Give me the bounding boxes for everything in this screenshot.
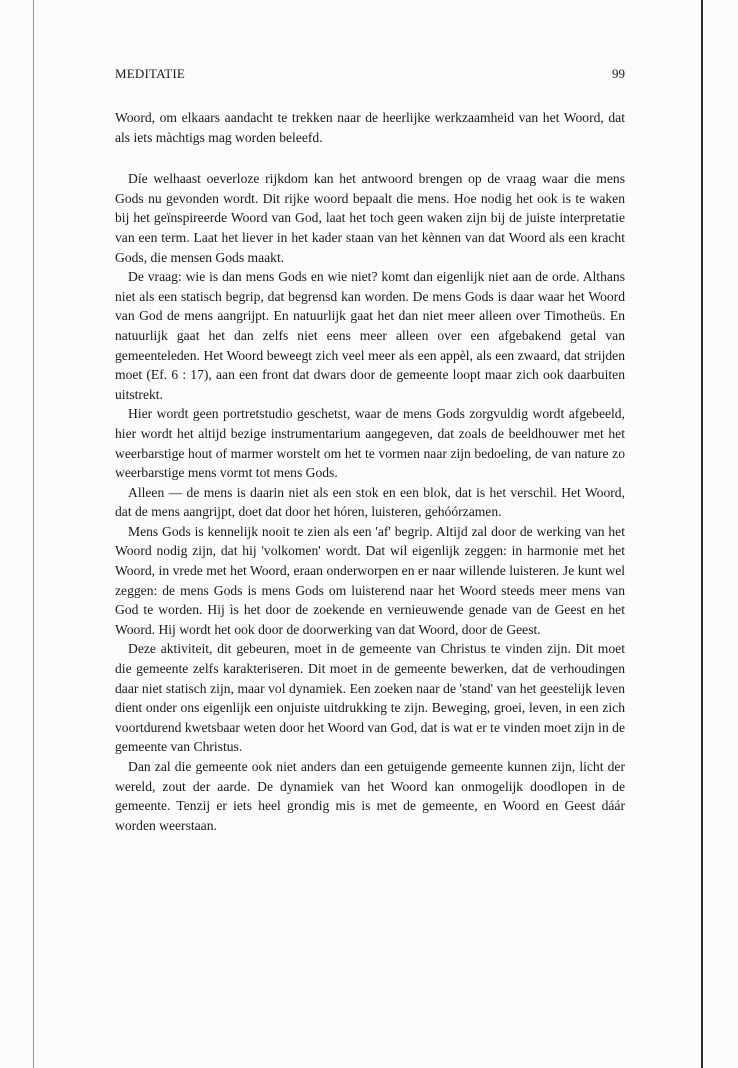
running-head: MEDITATIE — [115, 66, 186, 81]
page-header — [115, 66, 625, 86]
paragraph: Woord, om elkaars aandacht te trekken naar de heerlijke werkzaamheid van het Woord, dat als iets màchtigs mag worden beleefd. — [115, 110, 625, 145]
paragraph: Hier wordt geen portretstudio geschetst, waar de mens Gods zorgvuldig wordt afgebeeld, hier wordt het altijd bezige instrumentarium aangegeven, dat zoals de beeldhouwer met het weerbarstige hout of marmer worstelt om het te vormen naar zijn bedoeling, de van nature zo weerbarstige mens vormt tot mens Gods. — [115, 406, 625, 481]
paragraph: Alleen — de mens is daarin niet als een stok en een blok, dat is het verschil. Het Woord, dat de mens aangrijpt, doet dat door het hóren, luisteren, gehóórzamen. — [115, 484, 625, 520]
paragraph: Díe welhaast oeverloze rijkdom kan het antwoord brengen op de vraag waar die mens Gods nu gevonden wordt. Dit rijke woord bepaalt die mens. Hoe nodig het ook is te waken bij het geïnspireerde Woord van God, laat het toch geen waken zijn bij de juiste interpretatie van een term. Laat het liever in het kader staan van het kènnen van dat Woord als een kracht Gods, die mensen Gods maakt. — [115, 171, 625, 265]
page-edge-left — [33, 0, 34, 1068]
paragraph: Deze aktiviteit, dit gebeuren, moet in de gemeente van Christus te vinden zijn. Dit moet die gemeente zelfs karakteriseren. Dit moet in de gemeente bewerken, dat de verhoudingen daar niet statisch zijn, maar vol dynamiek. Een zoeken naar de 'stand' van het geestelijk leven dient onder ons eigenlijk een onjuiste uitdrukking te zijn. Beweging, groei, leven, in een zich voortdurend kwetsbaar weten door het Woord van God, dat is wat er te vinden moet zijn in de gemeente van Christus. — [115, 641, 625, 755]
paragraph: Dan zal die gemeente ook niet anders dan een getuigende gemeente kunnen zijn, licht der wereld, zout der aarde. De dynamiek van het Woord kan onmogelijk doodlopen in de gemeente. Tenzij er iets heel grondig mis is met de gemeente, en Woord en Geest dáár worden weerstaan. — [115, 759, 625, 833]
paragraph: Mens Gods is kennelijk nooit te zien als een 'af' begrip. Altijd zal door de werking van het Woord nodig zijn, dat hij 'volkomen' wordt. Dat wil eigenlijk zeggen: in harmonie met het Woord, in vrede met het Woord, eraan onderworpen en er naar willende luisteren. Je kunt wel zeggen: de mens Gods is mens Gods om luisterend naar het Woord steeds meer mens van God te worden. Hij ìs het door de zoekende en vernieuwende genade van de Geest en het Woord. Hij wordt het ook door de doorwerking van dat Woord, door de Geest. — [115, 523, 625, 637]
paragraph: De vraag: wie is dan mens Gods en wie niet? komt dan eigenlijk niet aan de orde. Althans niet als een statisch begrip, dat begrensd kan worden. De mens Gods is daar waar het Woord van God de mens aangrijpt. En natuurlijk gaat het dan niet meer alleen over Timotheüs. En natuurlijk gaat het dan zelfs niet eens meer alleen over een afgebakend getal van gemeenteleden. Het Woord beweegt zich veel meer als een appèl, als een zwaard, dat strijden moet (Ef. 6 : 17), aan een front dat dwars door de gemeente loopt maar zich ook daarbuiten uitstrekt. — [115, 269, 625, 402]
page-edge-right — [701, 0, 703, 1068]
page-number: 99 — [612, 66, 625, 81]
body-text — [115, 108, 625, 835]
